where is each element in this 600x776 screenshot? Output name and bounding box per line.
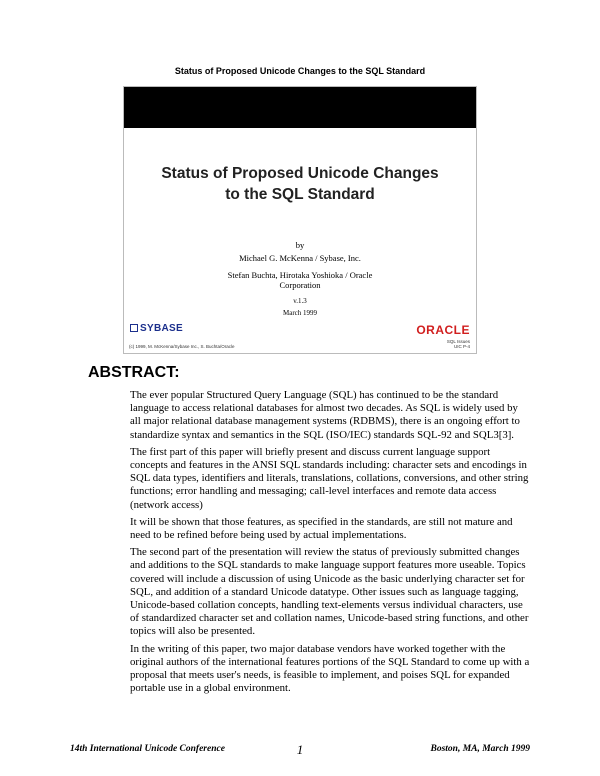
sybase-mark-icon: [130, 324, 138, 332]
oracle-logo: ORACLE: [416, 323, 470, 337]
sybase-logo: [130, 323, 183, 334]
slide-author-2: Stefan Buchta, Hirotaka Yoshioka / Oracle: [227, 270, 373, 280]
slide-code: [447, 339, 470, 349]
abstract-paragraph-4: The second part of the presentation will review the status of previously submitted changes and additions to the SQL standards to make language support features more useable. Topics covered will include a discussion of using Unicode as the basic underlying character set for SQL, and addition of a standard Unicode datatype. Other issues such as language tagging, Unicode-based collation concepts, handling text-elements versus individual characters, use of standardized character set and collation names, Unicode-based string functions, and other topics will also be presented.: [130, 546, 529, 638]
abstract-paragraph-3: It will be shown that those features, as specified in the standards, are still not mature and need to be refined before being used by actual implementations.: [130, 515, 513, 542]
abstract-paragraph-2: The first part of this paper will briefly present and discuss current language support concepts and features in the ANSI SQL standards including: character sets and encodings in SQL data types, identifiers and literals, translations, collations, conversions, and other string functions; error handling and messaging; call-level interfaces and remote data access (network access): [130, 445, 529, 511]
abstract-paragraph-5: In the writing of this paper, two major database vendors have worked together with the original authors of the international features portions of the SQL Standard to come up with a proposal that meets user's needs, is feasible to implement, and poises SQL for expanded portable use in a global environment.: [130, 642, 530, 695]
slide-title: [124, 163, 476, 205]
slide-title-line-2: to the SQL Standard: [225, 186, 375, 203]
slide-header-bar: [124, 87, 476, 128]
slide-by: by: [295, 240, 305, 250]
footer-location-date: Boston, MA, March 1999: [430, 744, 530, 754]
slide-author-2-cont: Corporation: [279, 280, 321, 290]
slide-date: March 1999: [282, 309, 318, 317]
sybase-logo-text: SYBASE: [140, 323, 183, 334]
slide-title-line-1: Status of Proposed Unicode Changes: [161, 165, 439, 182]
slide-version: v.1.3: [293, 297, 307, 305]
running-head: Status of Proposed Unicode Changes to the SQL Standard: [174, 66, 426, 76]
title-slide-image: [123, 86, 477, 354]
slide-code-line-2: UIC P-4: [453, 344, 470, 349]
abstract-paragraph-1: The ever popular Structured Query Language (SQL) has continued to be the standard language to access relational databases for almost two decades. As SQL is widely used by all major relational database management systems (RDBMS), there is an ongoing effort to standardize syntax and semantics in the SQL (ISO/IEC) standards SQL-92 and SQL3[3].: [130, 389, 520, 441]
slide-code-line-1: SQL Issues: [446, 339, 470, 344]
footer-conference: 14th International Unicode Conference: [70, 744, 225, 754]
page-number: 1: [296, 742, 304, 757]
slide-author-1: Michael G. McKenna / Sybase, Inc.: [239, 253, 361, 263]
slide-copyright: (c) 1999, M. McKenna/Sybase Inc., S. Buchta/Oracle: [129, 344, 235, 349]
abstract-heading: ABSTRACT:: [88, 364, 180, 381]
abstract-body: [130, 389, 530, 699]
